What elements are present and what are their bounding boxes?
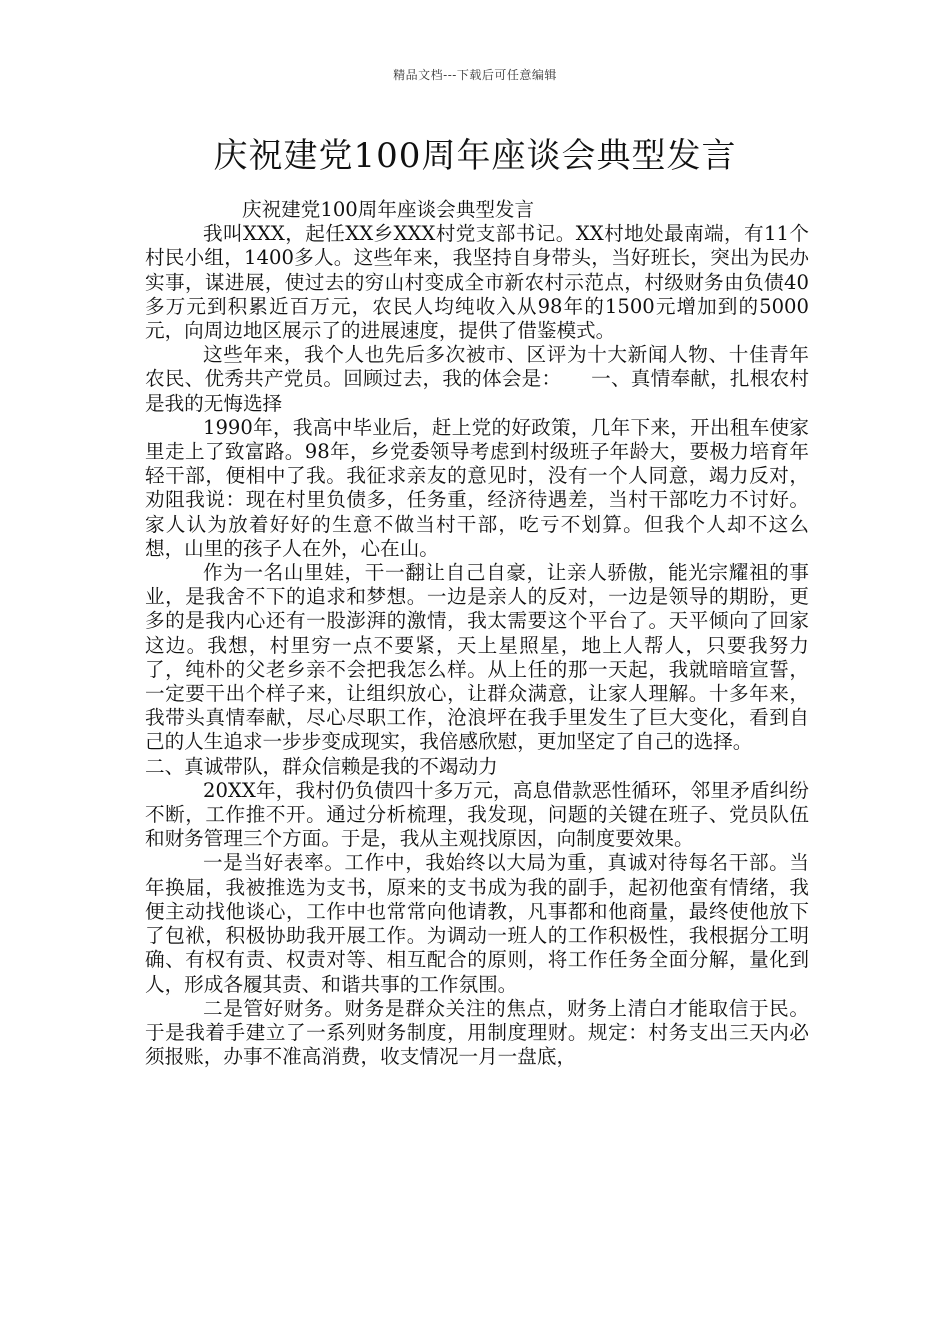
section-heading: 二、真诚带队，群众信赖是我的不竭动力 [145, 754, 498, 778]
document-subtitle: 庆祝建党100周年座谈会典型发言 [242, 198, 535, 221]
paragraph: 20XX年，我村仍负债四十多万元，高息借款恶性循环，邻里矛盾纠纷不断，工作推不开。通过分析梳理，我发现，问题的关键在班子、党员队伍和财务管理三个方面。于是，我从主观找原因，向制度要效果。 [145, 778, 809, 851]
paragraph: 这些年来，我个人也先后多次被市、区评为十大新闻人物、十佳青年农民、优秀共产党员。回顾过去，我的体会是： 一、真情奉献，扎根农村是我的无悔选择 [145, 343, 809, 415]
paragraph: 1990年，我高中毕业后，赶上党的好政策，几年下来，开出租车使家里走上了致富路。98年，乡党委领导考虑到村级班子年龄大，要极力培育年轻干部，便相中了我。我征求亲友的意见时，没有一个人同意，竭力反对，劝阻我说：现在村里负债多，任务重，经济待遇差，当村干部吃力不讨好。家人认为放着好好的生意不做当村干部，吃亏不划算。但我个人却不这么想，山里的孩子人在外，心在山。 [145, 415, 809, 560]
paragraph: 作为一名山里娃，干一翻让自己自豪，让亲人骄傲，能光宗耀祖的事业，是我舍不下的追求和梦想。一边是亲人的反对，一边是领导的期盼，更多的是我内心还有一股澎湃的激情，我太需要这个平台了。天平倾向了回家这边。我想，村里穷一点不要紧，天上星照星，地上人帮人，只要我努力了，纯朴的父老乡亲不会把我怎么样。从上任的那一天起，我就暗暗宣誓，一定要干出个样子来，让组织放心，让群众满意，让家人理解。十多年来，我带头真情奉献，尽心尽职工作，沧浪坪在我手里发生了巨大变化，看到自己的人生追求一步步变成现实，我倍感欣慰，更加坚定了自己的选择。 [145, 561, 809, 754]
document-title: 庆祝建党100周年座谈会典型发言 [213, 136, 737, 176]
header-note: 精品文档---下载后可任意编辑 [393, 68, 557, 82]
document-body [145, 198, 809, 1069]
paragraph: 我叫XXX，起任XX乡XXX村党支部书记。XX村地处最南端，有11个村民小组，1400多人。这些年来，我坚持自身带头，当好班长，突出为民办实事，谋进展，使过去的穷山村变成全市新农村示范点，村级财务由负债40多万元到积累近百万元，农民人均纯收入从98年的1500元增加到的5000元，向周边地区展示了的进展速度，提供了借鉴模式。 [145, 222, 809, 343]
paragraph: 二是管好财务。财务是群众关注的焦点，财务上清白才能取信于民。于是我着手建立了一系列财务制度，用制度理财。规定：村务支出三天内必须报账，办事不准高消费，收支情况一月一盘底， [145, 996, 809, 1069]
paragraph: 一是当好表率。工作中，我始终以大局为重，真诚对待每名干部。当年换届，我被推选为支书，原来的支书成为我的副手，起初他蛮有情绪，我便主动找他谈心，工作中也常常向他请教，凡事都和他商量，最终使他放下了包袱，积极协助我开展工作。为调动一班人的工作积极性，我根据分工明确、有权有责、权责对等、相互配合的原则，将工作任务全面分解，量化到人，形成各履其责、和谐共事的工作氛围。 [145, 851, 809, 996]
